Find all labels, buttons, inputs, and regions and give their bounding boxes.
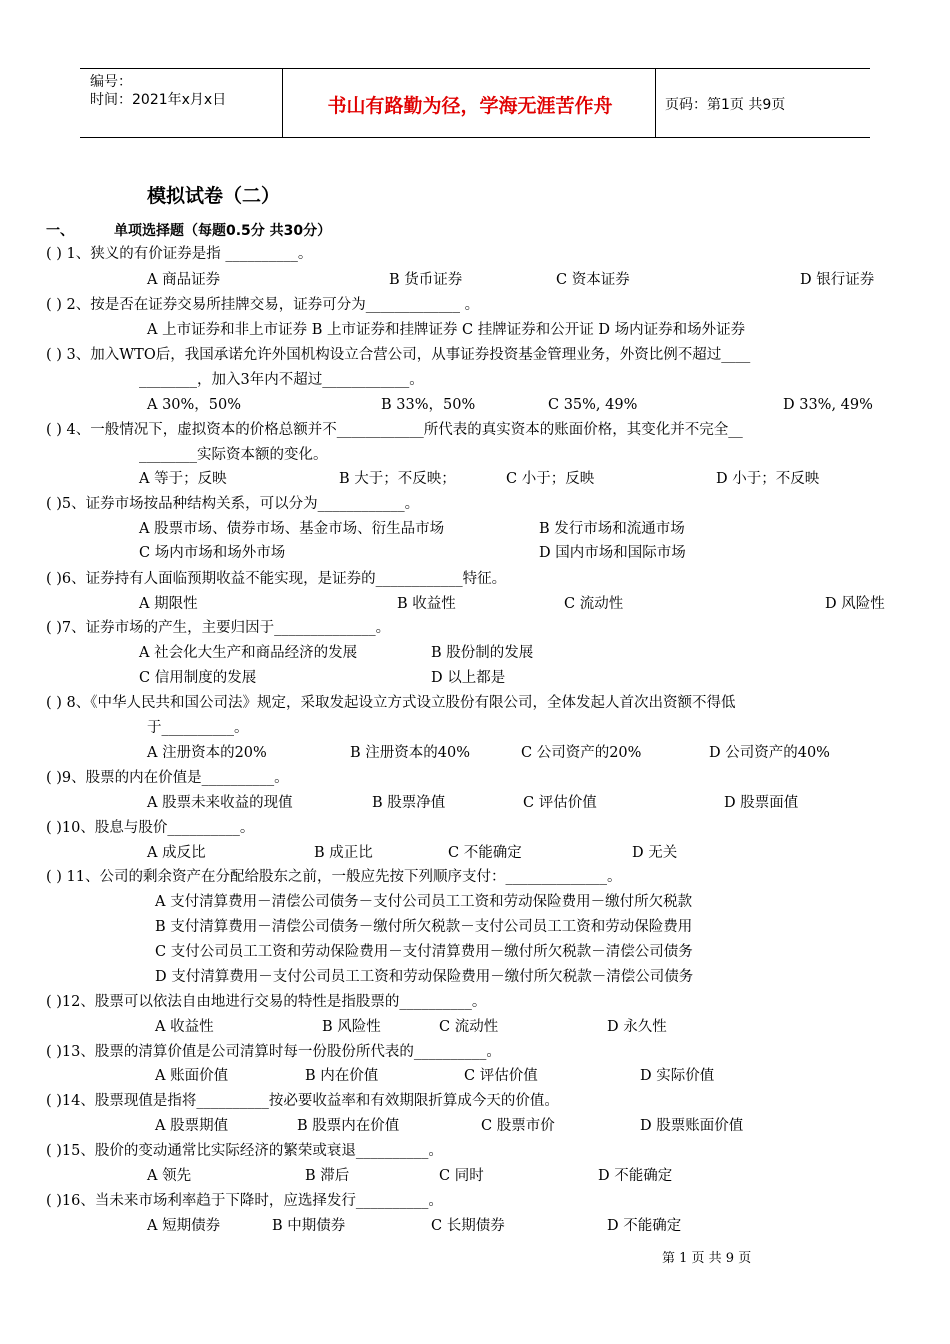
header-motto: 书山有路勤为径，学海无涯苦作舟: [327, 95, 613, 117]
header-divider: [282, 69, 283, 137]
option-d: D 支付清算费用－支付公司员工工资和劳动保险费用－缴付所欠税款－清偿公司债务: [155, 969, 694, 985]
option-d: D 不能确定: [607, 1218, 682, 1234]
header-meta: [90, 73, 226, 109]
option-b: B 风险性: [322, 1019, 381, 1035]
option-b: B 股份制的发展: [431, 645, 534, 661]
question-line: ( )12、股票可以依法自由地进行交易的特性是指股票的__________。: [46, 994, 487, 1010]
option-b: B 成正比: [314, 845, 373, 861]
question-line: ( )15、股价的变动通常比实际经济的繁荣或衰退__________。: [46, 1143, 443, 1159]
option-c: C 流动性: [564, 596, 624, 612]
question-line: ( ) 2、按是否在证券交易所挂牌交易，证券可分为_____________ 。: [46, 297, 480, 313]
question-line: ( ) 3、加入WTO后，我国承诺允许外国机构设立合营公司，从事证券投资基金管理业务，外资比例不超过____: [46, 347, 751, 363]
option-a: A 短期债券: [147, 1218, 221, 1234]
question-line: ( ) 11、公司的剩余资产在分配给股东之前，一般应先按下列顺序支付：______________。: [46, 869, 622, 885]
option-b: B 货币证券: [389, 272, 463, 288]
question-line: ( )9、股票的内在价值是__________。: [46, 770, 289, 786]
question-line: ( )7、证券市场的产生，主要归因于______________。: [46, 620, 391, 636]
question-line: ( ) 4、一般情况下，虚拟资本的价格总额并不____________所代表的真实资本的账面价格，其变化并不完全__: [46, 422, 743, 438]
option-c: C 场内市场和场外市场: [139, 545, 286, 561]
option-c: C 股票市价: [481, 1118, 555, 1134]
option-a: A 30%，50%: [147, 397, 242, 413]
option-a: A 期限性: [139, 596, 198, 612]
option-c: C 信用制度的发展: [139, 670, 257, 686]
option-line: A 上市证券和非上市证券 B 上市证券和挂牌证券 C 挂牌证券和公开证 D 场内证券和场外证券: [147, 322, 746, 338]
exam-title: 模拟试卷（二）: [147, 185, 281, 207]
option-a: A 注册资本的20%: [147, 745, 267, 761]
date-text: 时间：2021年x月x日: [90, 92, 227, 108]
question-line: ( )6、证券持有人面临预期收益不能实现，是证券的____________特征。: [46, 571, 507, 587]
option-b: B 支付清算费用－清偿公司债务－缴付所欠税款－支付公司员工工资和劳动保险费用: [155, 919, 693, 935]
option-d: D 国内市场和国际市场: [539, 545, 686, 561]
option-c: C 小于；反映: [506, 471, 595, 487]
option-d: D 风险性: [825, 596, 885, 612]
option-d: D 永久性: [607, 1019, 667, 1035]
option-b: B 收益性: [397, 596, 456, 612]
option-a: A 成反比: [147, 845, 206, 861]
option-a: A 股票未来收益的现值: [147, 795, 293, 811]
option-b: B 股票内在价值: [297, 1118, 400, 1134]
question-line-cont: ________实际资本额的变化。: [139, 447, 328, 463]
header-divider: [655, 69, 656, 137]
question-line-cont: ________，加入3年内不超过____________。: [139, 372, 424, 388]
section-heading: [46, 220, 331, 240]
option-c: C 公司资产的20%: [521, 745, 642, 761]
option-b: B 发行市场和流通市场: [539, 521, 685, 537]
question-line: ( ) 8、《中华人民共和国公司法》规定，采取发起设立方式设立股份有限公司，全体发起人首次出资额不得低: [46, 695, 736, 711]
option-a: A 股票期值: [155, 1118, 229, 1134]
question-line: ( )16、当未来市场利率趋于下降时，应选择发行__________。: [46, 1193, 443, 1209]
header-page-number: 页码：第1页 共9页: [665, 97, 786, 113]
option-a: A 领先: [147, 1168, 192, 1184]
option-b: B 注册资本的40%: [350, 745, 470, 761]
option-d: D 实际价值: [640, 1068, 715, 1084]
option-b: B 中期债券: [272, 1218, 346, 1234]
page-header: [80, 68, 870, 138]
option-b: B 滞后: [305, 1168, 350, 1184]
option-d: D 股票账面价值: [640, 1118, 744, 1134]
option-c: C 不能确定: [448, 845, 522, 861]
option-c: C 长期债券: [431, 1218, 505, 1234]
option-c: C 流动性: [439, 1019, 499, 1035]
option-c: C 同时: [439, 1168, 484, 1184]
question-line: ( )5、证券市场按品种结构关系，可以分为____________。: [46, 496, 420, 512]
option-c: C 资本证券: [556, 272, 630, 288]
question-line: ( )14、股票现值是指将__________按必要收益率和有效期限折算成今天的价值。: [46, 1093, 559, 1109]
option-d: D 股票面值: [724, 795, 799, 811]
option-a: A 账面价值: [155, 1068, 229, 1084]
option-a: A 商品证券: [147, 272, 221, 288]
section-number: 一、: [46, 223, 74, 239]
option-b: B 33%，50%: [381, 397, 476, 413]
question-line: ( ) 1、狭义的有价证券是指 __________。: [46, 246, 313, 262]
question-line: ( )10、股息与股价__________。: [46, 820, 255, 836]
option-a: A 等于；反映: [139, 471, 227, 487]
option-a: A 社会化大生产和商品经济的发展: [139, 645, 358, 661]
option-a: A 支付清算费用－清偿公司债务－支付公司员工工资和劳动保险费用－缴付所欠税款: [155, 894, 693, 910]
question-line-cont: 于__________。: [147, 720, 249, 736]
question-line: ( )13、股票的清算价值是公司清算时每一份股份所代表的__________。: [46, 1044, 501, 1060]
option-d: D 无关: [632, 845, 678, 861]
option-c: C 评估价值: [464, 1068, 538, 1084]
option-d: D 银行证券: [800, 272, 875, 288]
option-b: B 内在价值: [305, 1068, 379, 1084]
option-d: D 公司资产的40%: [709, 745, 830, 761]
section-title: 单项选择题（每题0.5分 共30分）: [114, 223, 332, 239]
option-d: D 33%, 49%: [783, 397, 873, 413]
page-footer: 第 1 页 共 9 页: [662, 1251, 752, 1266]
option-c: C 35%, 49%: [548, 397, 638, 413]
option-c: C 评估价值: [523, 795, 597, 811]
option-d: D 小于；不反映: [716, 471, 820, 487]
option-b: B 大于；不反映；: [339, 471, 456, 487]
option-d: D 以上都是: [431, 670, 506, 686]
option-a: A 收益性: [155, 1019, 214, 1035]
option-a: A 股票市场、债券市场、基金市场、衍生品市场: [139, 521, 445, 537]
serial-label: 编号：: [90, 74, 132, 90]
option-d: D 不能确定: [598, 1168, 673, 1184]
option-c: C 支付公司员工工资和劳动保险费用－支付清算费用－缴付所欠税款－清偿公司债务: [155, 944, 693, 960]
option-b: B 股票净值: [372, 795, 446, 811]
